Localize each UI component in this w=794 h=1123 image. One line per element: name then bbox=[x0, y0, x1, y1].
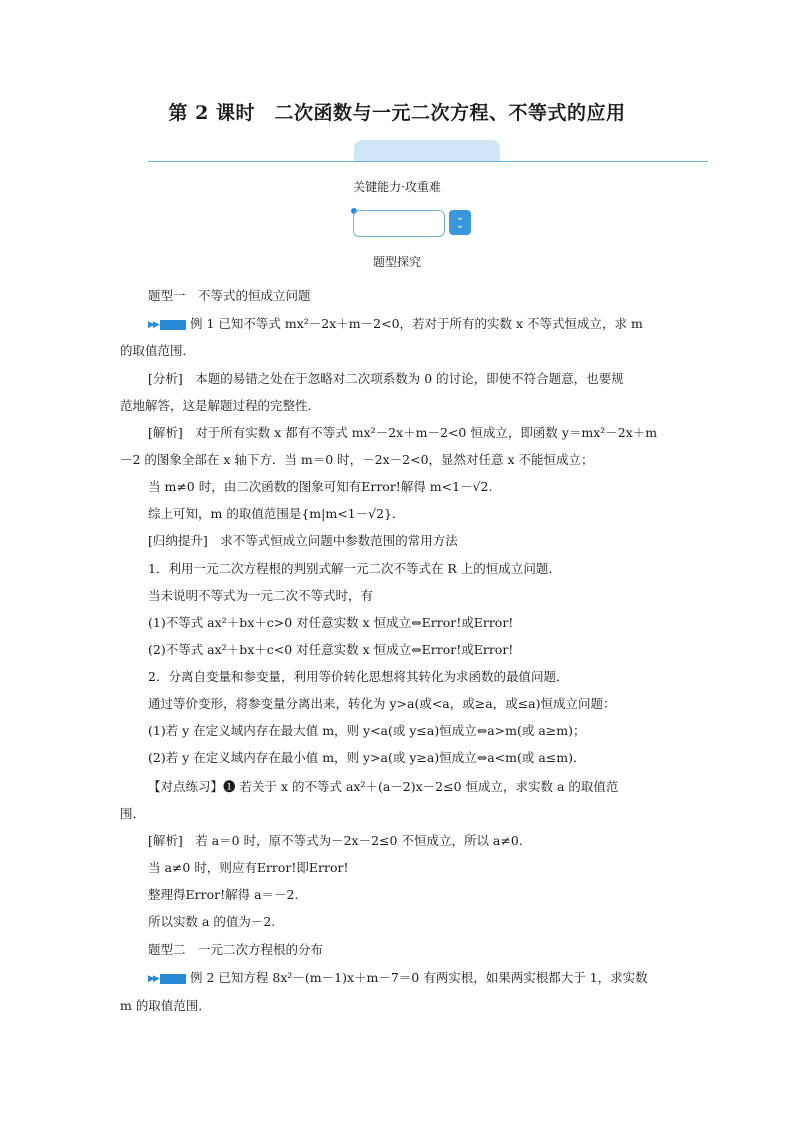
example-2-line bbox=[148, 969, 648, 987]
paragraph-line: 2．分离自变量和参变量，利用等价转化思想将其转化为求函数的最值问题． bbox=[148, 669, 569, 684]
paragraph-line: (2)不等式 ax²＋bx＋c<0 对任意实数 x 恒成立⇔Error!或Error! bbox=[148, 642, 514, 657]
section-label: 关键能力·攻重难 bbox=[353, 180, 441, 194]
paragraph-line: 所以实数 a 的值为－2. bbox=[148, 914, 276, 929]
example-2-text: 例 2 已知方程 8x²－(m－1)x＋m－7＝0 有两实根，如果两实根都大于 1，求实数 bbox=[190, 970, 648, 985]
paragraph-line: －2 的图象全部在 x 轴下方．当 m＝0 时，－2x－2<0，显然对任意 x 不能恒成立； bbox=[120, 452, 594, 467]
topic-heading-1: 题型一 不等式的恒成立问题 bbox=[148, 288, 311, 303]
analysis-line: [分析] 本题的易错之处在于忽略对二次项系数为 0 的讨论，即使不符合题意，也要规 bbox=[148, 371, 624, 386]
practice-line: 【对点练习】❶ 若关于 x 的不等式 ax²＋(a－2)x－2≤0 恒成立，求实数 a 的取值范 bbox=[148, 779, 619, 794]
example-1-line bbox=[148, 315, 643, 333]
subsection-badge bbox=[353, 210, 445, 237]
paragraph-line: (1)若 y 在定义域内存在最大值 m，则 y<a(或 y≤a)恒成立⇔a>m(或 a≥m)； bbox=[148, 723, 586, 738]
example-marker-icon: ▶▶ bbox=[148, 320, 186, 330]
paragraph-line: 综上可知，m 的取值范围是{m|m<1－√2}． bbox=[148, 506, 405, 521]
paragraph-line: 的取值范围． bbox=[120, 343, 196, 358]
section-rule bbox=[148, 161, 708, 162]
paragraph-line: (2)若 y 在定义域内存在最小值 m，则 y>a(或 y≥a)恒成立⇔a<m(或 a≤m)． bbox=[148, 750, 586, 765]
paragraph-line: 范地解答，这是解题过程的完整性． bbox=[120, 398, 321, 413]
solution-line: [解析] 对于所有实数 x 都有不等式 mx²－2x＋m－2<0 恒成立，即函数 y＝mx²－2x＋m bbox=[148, 425, 658, 440]
double-chevron-down-icon: ⌄ ⌄ bbox=[449, 210, 471, 235]
paragraph-line: 围． bbox=[120, 806, 146, 821]
paragraph-line: 通过等价变形，将参变量分离出来，转化为 y>a(或<a，或≥a，或≤a)恒成立问题： bbox=[148, 696, 616, 711]
paragraph-line: 当未说明不等式为一元二次不等式时，有 bbox=[148, 588, 374, 603]
subsection-label: 题型探究 bbox=[372, 255, 421, 269]
paragraph-line: 整理得Error!解得 a＝－2. bbox=[148, 887, 299, 902]
example-marker-icon: ▶▶ bbox=[148, 974, 186, 984]
paragraph-line: 当 a≠0 时，则应有Error!即Error! bbox=[148, 860, 349, 875]
paragraph-line: m 的取值范围． bbox=[120, 998, 211, 1013]
example-1-text: 例 1 已知不等式 mx²－2x＋m－2<0，若对于所有的实数 x 不等式恒成立，求 m bbox=[190, 316, 643, 331]
section-tab bbox=[354, 140, 500, 161]
paragraph-line: 当 m≠0 时，由二次函数的图象可知有Error!解得 m<1－√2. bbox=[148, 479, 493, 494]
page-title: 第 2 课时 二次函数与一元二次方程、不等式的应用 bbox=[168, 102, 626, 124]
topic-heading-2: 题型二 一元二次方程根的分布 bbox=[148, 942, 324, 957]
solution-line: [解析] 若 a＝0 时，原不等式为－2x－2≤0 不恒成立，所以 a≠0. bbox=[148, 833, 523, 848]
paragraph-line: 1．利用一元二次方程根的判别式解一元二次不等式在 R 上的恒成立问题． bbox=[148, 561, 561, 576]
paragraph-line: (1)不等式 ax²＋bx＋c>0 对任意实数 x 恒成立⇔Error!或Error! bbox=[148, 615, 514, 630]
summary-heading: [归纳提升] 求不等式恒成立问题中参数范围的常用方法 bbox=[148, 533, 458, 548]
